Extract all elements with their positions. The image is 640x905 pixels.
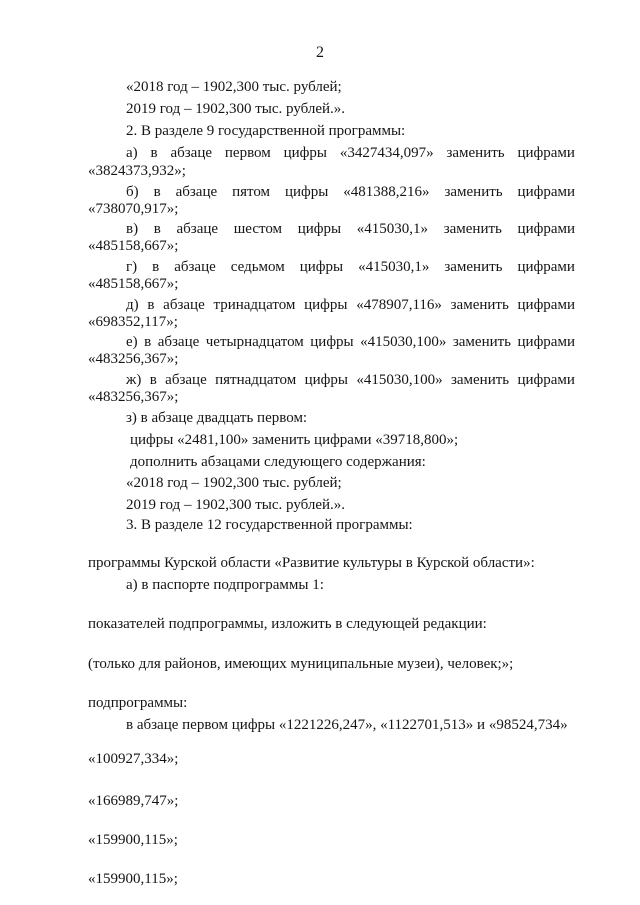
text-line-justified (126, 371, 575, 389)
word: четырнадцатом (205, 334, 304, 350)
word: пятом (232, 184, 271, 200)
word: г) (126, 259, 138, 275)
text-line: «738070,917»; (88, 201, 179, 217)
word: в (150, 145, 158, 161)
text-line-justified (126, 296, 575, 314)
text-line: «3824373,932»; (88, 163, 186, 179)
word: цифрами (517, 334, 575, 350)
text-line: «166989,747»; (88, 793, 179, 809)
word: абзаце (175, 184, 218, 200)
word: в (147, 297, 155, 313)
text-line: «483256,367»; (88, 351, 179, 367)
text-line: «100927,334»; (88, 751, 179, 767)
word: цифрами (517, 221, 575, 237)
word: заменить (452, 334, 512, 350)
text-line: «698352,117»; (88, 314, 178, 330)
text-line: «483256,367»; (88, 389, 179, 405)
text-line: «2018 год – 1902,300 тыс. рублей; (126, 475, 342, 491)
word: «415030,100» (360, 334, 447, 350)
word: заменить (444, 184, 503, 200)
word: в (153, 221, 161, 237)
word: первом (224, 145, 271, 161)
word: цифрами (517, 145, 575, 161)
text-line-justified (126, 333, 575, 351)
word: заменить (446, 145, 505, 161)
text-line: 3. В разделе 12 государственной программы: (126, 517, 413, 533)
text-line: в абзаце первом цифры «1221226,247», «1122701,513» и «98524,734» (126, 717, 568, 733)
text-line-justified (126, 258, 575, 276)
word: д) (126, 297, 139, 313)
word: цифры (304, 372, 348, 388)
word: абзаце (163, 297, 205, 313)
word: е) (126, 334, 138, 350)
word: ж) (126, 372, 142, 388)
text-line: «485158,667»; (88, 276, 179, 292)
word: цифрами (517, 184, 575, 200)
text-line-justified (126, 144, 575, 162)
word: «478907,116» (356, 297, 442, 313)
word: «415030,1» (358, 259, 430, 275)
word: цифры (283, 145, 327, 161)
word: «415030,1» (356, 221, 429, 237)
text-line: 2019 год – 1902,300 тыс. рублей.». (126, 101, 346, 117)
word: заменить (444, 259, 503, 275)
word: цифры (310, 334, 354, 350)
word: цифры (299, 259, 344, 275)
text-line: а) в паспорте подпрограммы 1: (126, 577, 324, 593)
text-line: «2018 год – 1902,300 тыс. рублей; (126, 79, 342, 95)
text-line: подпрограммы: (88, 695, 188, 711)
word: заменить (450, 297, 509, 313)
text-line: дополнить абзацами следующего содержания: (130, 454, 426, 470)
text-line-justified (126, 183, 575, 201)
word: цифры (304, 297, 348, 313)
word: «415030,100» (356, 372, 443, 388)
text-line: программы Курской области «Развитие культуры в Курской области»: (88, 555, 535, 571)
page-number: 2 (316, 44, 324, 61)
word: «3427434,097» (339, 145, 434, 161)
word: заменить (443, 221, 502, 237)
word: шестом (233, 221, 283, 237)
text-line: «159900,115»; (88, 832, 178, 848)
word: пятнадцатом (215, 372, 297, 388)
text-line: з) в абзаце двадцать первом: (126, 410, 308, 426)
text-line: 2019 год – 1902,300 тыс. рублей.». (126, 497, 346, 513)
text-line: 2. В разделе 9 государственной программы: (126, 123, 406, 139)
word: в (149, 372, 157, 388)
word: абзаце (165, 372, 207, 388)
word: цифрами (517, 259, 575, 275)
word: абзаце (170, 145, 213, 161)
text-line: показателей подпрограммы, изложить в следующей редакции: (88, 616, 487, 632)
word: в (153, 184, 161, 200)
text-line: (только для районов, имеющих муниципальные музеи), человек;»; (88, 656, 514, 672)
word: б) (126, 184, 139, 200)
word: в (152, 259, 160, 275)
text-line: «159900,115»; (88, 871, 178, 887)
text-line-justified (126, 220, 575, 238)
word: абзаце (174, 259, 216, 275)
word: в (144, 334, 152, 350)
word: «481388,216» (343, 184, 430, 200)
word: абзаце (157, 334, 200, 350)
word: абзаце (176, 221, 219, 237)
word: в) (126, 221, 139, 237)
word: а) (126, 145, 138, 161)
word: цифрами (517, 297, 575, 313)
text-line: цифры «2481,100» заменить цифрами «39718,800»; (130, 432, 459, 448)
word: цифры (284, 184, 329, 200)
word: цифрами (517, 372, 575, 388)
text-line: «485158,667»; (88, 238, 179, 254)
word: седьмом (230, 259, 285, 275)
word: заменить (450, 372, 510, 388)
word: цифры (297, 221, 342, 237)
word: тринадцатом (213, 297, 296, 313)
